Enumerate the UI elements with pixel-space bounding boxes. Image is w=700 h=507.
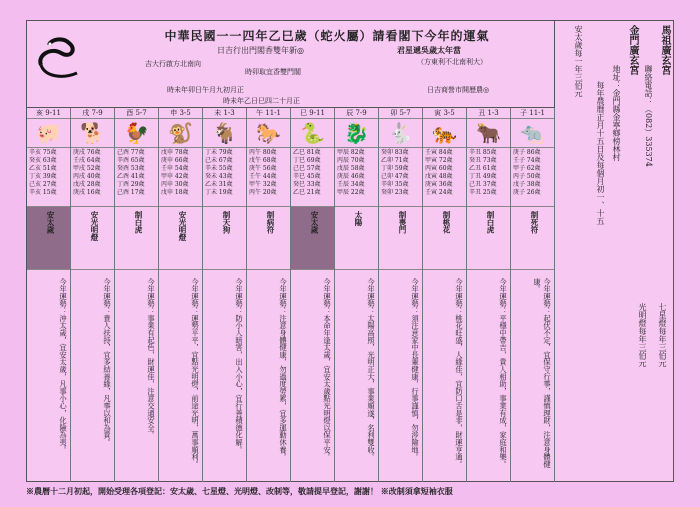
header-line-5: 時卯取宜香雙門閣 — [245, 68, 301, 76]
column-header: 丑 1-3 — [467, 108, 510, 119]
birth-year-list: 丁未 79歲 己未 67歲 辛未 55歲 癸未 43歲 乙未 31歲 丁未 19歲 — [203, 148, 246, 207]
header-line-3: （方東利不北南利大） — [417, 58, 487, 66]
column-header: 子 11-1 — [511, 108, 554, 119]
column-header: 戌 7-9 — [71, 108, 114, 119]
fortune-text: 今年運勢：運勢平平，宜點光明燈，前途光明，萬事順利。 — [191, 278, 200, 468]
rooster-icon: 🐓 — [115, 119, 158, 148]
snake-icon — [33, 25, 93, 85]
zodiac-column — [423, 108, 467, 482]
fortune-text: 今年運勢：太陽高照，光明正大，事業順遂，名利雙收。 — [367, 278, 376, 461]
fortune-text: 今年運勢：起伏不定，宜保守行事，謹慎理財，注意身體健康。 — [533, 278, 552, 468]
birth-year-list: 辛丑 85歲 癸丑 73歲 乙丑 61歲 丁丑 49歲 己丑 37歲 辛丑 25歲 — [467, 148, 510, 207]
fee-line-2: 七星燈每年三佰元 — [658, 303, 667, 367]
birth-year-list: 癸卯 83歲 乙卯 71歲 丁卯 59歲 己卯 47歲 辛卯 35歲 癸卯 23歲 — [379, 148, 422, 207]
god-label: 安太歲 — [310, 211, 319, 234]
god-box — [379, 207, 422, 270]
temple-subtitle: 金門廣玄宮 — [627, 25, 638, 75]
god-box — [511, 207, 554, 270]
zodiac-column — [115, 108, 159, 482]
god-label: 安太歲 — [46, 211, 55, 234]
fortune-text: 今年運勢：須注意家中長輩健康，行事謹慎，勿涉險地。 — [411, 278, 420, 461]
birth-year-list: 庚戌 76歲 壬戌 64歲 甲戌 52歲 丙戌 40歲 戊戌 28歲 庚戌 16歲 — [71, 148, 114, 207]
birth-year-list: 乙巳 81歲 丁巳 69歲 己巳 57歲 辛巳 45歲 癸巳 33歲 乙巳 21歲 — [291, 148, 334, 207]
tiger-icon: 🐅 — [423, 119, 466, 148]
temple-title: 馬祖廣玄宮 — [659, 25, 670, 75]
service-line: 每年農曆正月十五日及每個月初一、十五 — [596, 81, 605, 225]
zodiac-column — [467, 108, 511, 482]
zodiac-column — [291, 108, 335, 482]
zodiac-column — [159, 108, 203, 482]
column-header: 巳 9-11 — [291, 108, 334, 119]
footer-note: ※農曆十二月初起，開始受理各項登記：安太歲、七星燈、光明燈、改制等，敬請提早登記，謝謝！ ※改制須拿短袖衣服 — [26, 486, 453, 496]
column-header: 未 1-3 — [203, 108, 246, 119]
god-box — [115, 207, 158, 270]
fortune-text: 今年運勢：桃花旺盛，人緣佳，宜防口舌是非，財運亨通。 — [455, 278, 464, 468]
birth-year-list: 辛亥 75歲 癸亥 63歲 乙亥 51歲 丁亥 39歲 己亥 27歲 辛亥 15歲 — [27, 148, 70, 207]
phone-line: 聯絡電話：（082）335374 — [644, 65, 653, 167]
ox-icon: 🐂 — [467, 119, 510, 148]
dog-icon: 🐕 — [71, 119, 114, 148]
fortune-text: 今年運勢：平穩中帶吉，貴人相助，事業有成，家庭和樂。 — [499, 278, 508, 468]
god-box — [159, 207, 202, 270]
zodiac-column — [203, 108, 247, 482]
god-label: 安光明燈 — [90, 211, 99, 241]
zodiac-column — [335, 108, 379, 482]
rat-icon: 🐀 — [511, 119, 554, 148]
god-label: 制天狗 — [222, 211, 231, 234]
header-line-4: 吉大行啟方北南向 — [145, 60, 201, 68]
zodiac-column — [511, 108, 555, 482]
god-box — [27, 207, 70, 270]
god-box — [203, 207, 246, 270]
god-box — [423, 207, 466, 270]
header-line-1: 日吉行出門閣香雙年新◎ — [217, 46, 304, 55]
header-line-2: 君星遞吳歲太年當 — [397, 45, 461, 55]
god-label: 制白虎 — [486, 211, 495, 234]
pig-icon: 🐖 — [27, 119, 70, 148]
column-header: 酉 5-7 — [115, 108, 158, 119]
fee-line-1: 安太歲每一年三佰元 — [574, 25, 583, 97]
date-line-1: 時未年卯日午月九初月正 — [167, 86, 244, 94]
zodiac-column — [71, 108, 115, 482]
date-line-3: 日吉商營市開歷農◎ — [427, 86, 490, 94]
snake-icon: 🐍 — [291, 119, 334, 148]
fortune-text: 今年運勢：防小人暗害，出入小心，宜行善積德化解。 — [235, 278, 244, 454]
god-label: 制死符 — [530, 211, 539, 234]
god-box — [467, 207, 510, 270]
column-header: 申 3-5 — [159, 108, 202, 119]
header — [97, 23, 557, 76]
monkey-icon: 🐒 — [159, 119, 202, 148]
zodiac-column — [27, 108, 71, 482]
birth-year-list: 己酉 77歲 辛酉 65歲 癸酉 53歲 乙酉 41歲 丁酉 29歲 己酉 17歲 — [115, 148, 158, 207]
column-header: 午 11-1 — [247, 108, 290, 119]
horse-icon: 🐎 — [247, 119, 290, 148]
god-box — [335, 207, 378, 270]
birth-year-list: 丙午 80歲 戊午 68歲 庚午 56歲 壬午 44歲 甲午 32歲 丙午 20歲 — [247, 148, 290, 207]
dragon-icon: 🐉 — [335, 119, 378, 148]
god-label: 制白虎 — [134, 211, 143, 234]
god-label: 太陽 — [354, 211, 363, 226]
god-box — [291, 207, 334, 270]
zodiac-grid — [27, 107, 555, 482]
birth-year-list: 庚子 86歲 壬子 74歲 甲子 62歲 丙子 50歲 戊子 38歲 庚子 26歲 — [511, 148, 554, 207]
god-label: 制桃花 — [442, 211, 451, 234]
address-line: 地址：金門縣金寧鄉榜林村 — [612, 65, 621, 161]
fee-line-3: 光明燈每年三佰元 — [638, 303, 647, 367]
fortune-text: 今年運勢：貴人扶持，宜多結善緣，凡事以和為貴。 — [103, 278, 112, 446]
fortune-text: 今年運勢：本命年逢太歲，宜安太歲點光明燈以保平安。 — [323, 278, 332, 461]
zodiac-column — [247, 108, 291, 482]
birth-year-list: 甲辰 82歲 丙辰 70歲 戊辰 58歲 庚辰 46歲 壬辰 34歲 甲辰 22歲 — [335, 148, 378, 207]
fortune-text: 今年運勢：事業有起色，財運佳，注意交通安全。 — [147, 278, 156, 439]
main-title: 中華民國一一四年乙巳歲（蛇火屬）請看閣下今年的運氣 — [164, 29, 490, 43]
birth-year-list: 戊申 78歲 庚申 66歲 壬申 54歲 甲申 42歲 丙申 30歲 戊申 18歲 — [159, 148, 202, 207]
birth-year-list: 壬寅 84歲 甲寅 72歲 丙寅 60歲 戊寅 48歲 庚寅 36歲 壬寅 24歲 — [423, 148, 466, 207]
god-box — [247, 207, 290, 270]
fortune-text: 今年運勢：注意身體健康，勿過度勞累，宜多運動休養。 — [279, 278, 288, 461]
god-label: 安光明燈 — [178, 211, 187, 241]
god-label: 制病符 — [266, 211, 275, 234]
zodiac-column — [379, 108, 423, 482]
column-header: 亥 9-11 — [27, 108, 70, 119]
right-panel — [554, 21, 673, 481]
notice-sheet — [26, 20, 674, 482]
fortune-text: 今年運勢：沖太歲，宜安太歲，凡事小心，化險為夷。 — [59, 278, 68, 454]
god-label: 制喪門 — [398, 211, 407, 234]
column-header: 辰 7-9 — [335, 108, 378, 119]
goat-icon: 🐐 — [203, 119, 246, 148]
god-box — [71, 207, 114, 270]
rabbit-icon: 🐇 — [379, 119, 422, 148]
column-header: 寅 3-5 — [423, 108, 466, 119]
column-header: 卯 5-7 — [379, 108, 422, 119]
date-line-2: 時未年乙日巳四二十月正 — [223, 97, 300, 105]
